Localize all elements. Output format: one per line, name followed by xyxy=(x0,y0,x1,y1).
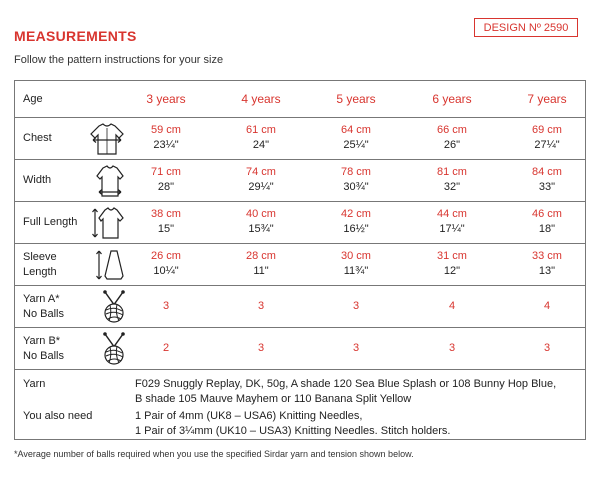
footnote: *Average number of balls required when you use the specified Sirdar yarn and tension shown below. xyxy=(14,449,414,459)
size-header-3: 5 years xyxy=(336,92,376,106)
full-length-size-1: 38 cm 15" xyxy=(151,208,181,235)
table-row-yarn-info xyxy=(15,369,585,440)
yarn-a-size-4: 4 xyxy=(448,300,456,312)
sweater-chest-icon xyxy=(89,122,125,156)
measurements-table xyxy=(14,80,586,440)
table-row-age xyxy=(15,81,585,117)
size-header-2: 4 years xyxy=(241,92,281,106)
table-row-sleeve-length xyxy=(15,243,585,286)
row-label-yarn: Yarn xyxy=(23,378,46,390)
subtitle: Follow the pattern instructions for your size xyxy=(14,54,224,66)
chest-size-1: 59 cm 23¼" xyxy=(151,124,181,151)
sleeve-size-4: 31 cm 12" xyxy=(437,250,467,277)
size-header-5: 7 years xyxy=(527,92,567,106)
width-size-3: 78 cm 30¾" xyxy=(341,166,371,193)
row-label-sleeve-length: Sleeve Length xyxy=(23,251,57,278)
chest-size-3: 64 cm 25¼" xyxy=(341,124,371,151)
row-label-chest: Chest xyxy=(23,132,52,144)
chest-size-5: 69 cm 27¼" xyxy=(532,124,562,151)
row-label-yarn-a: Yarn A* No Balls xyxy=(23,293,64,320)
row-label-width: Width xyxy=(23,174,52,186)
sleeve-size-2: 28 cm 11" xyxy=(246,250,276,277)
table-row-width xyxy=(15,159,585,202)
design-number-badge: DESIGN Nº 2590 xyxy=(474,18,578,37)
width-size-5: 84 cm 33" xyxy=(532,166,562,193)
row-label-age: Age xyxy=(23,93,43,105)
sleeve-size-3: 30 cm 11¾" xyxy=(341,250,371,277)
table-row-chest xyxy=(15,117,585,160)
yarn-b-size-3: 3 xyxy=(352,342,360,354)
full-length-size-4: 44 cm 17¼" xyxy=(437,208,467,235)
width-size-1: 71 cm 28" xyxy=(151,166,181,193)
yarn-a-size-3: 3 xyxy=(352,300,360,312)
row-label-full-length: Full Length xyxy=(23,216,78,228)
table-row-yarn-a xyxy=(15,285,585,328)
chest-size-4: 66 cm 26" xyxy=(437,124,467,151)
sleeve-size-5: 33 cm 13" xyxy=(532,250,562,277)
chest-size-2: 61 cm 24" xyxy=(246,124,276,151)
width-size-2: 74 cm 29¼" xyxy=(246,166,276,193)
page-title: MEASUREMENTS xyxy=(14,28,137,44)
full-length-size-3: 42 cm 16½" xyxy=(341,208,371,235)
yarn-b-size-2: 3 xyxy=(257,342,265,354)
full-length-size-2: 40 cm 15¾" xyxy=(246,208,276,235)
yarn-description: F029 Snuggly Replay, DK, 50g, A shade 120 Sea Blue Splash or 108 Bunny Hop Blue, B shade 105 Mauve Mayhem or 110 Banana Split Yellow xyxy=(135,378,557,405)
yarn-a-size-2: 3 xyxy=(257,300,265,312)
table-row-yarn-b xyxy=(15,327,585,370)
also-need-description: 1 Pair of 4mm (UK8 – USA6) Knitting Needles, 1 Pair of 3¼mm (UK10 – USA3) Knitting Needles. Stitch holders. xyxy=(135,410,451,437)
width-size-4: 81 cm 32" xyxy=(437,166,467,193)
sweater-length-icon xyxy=(91,206,125,240)
sleeve-size-1: 26 cm 10¼" xyxy=(151,250,181,277)
full-length-size-5: 46 cm 18" xyxy=(532,208,562,235)
yarn-b-size-5: 3 xyxy=(543,342,551,354)
row-label-yarn-b: Yarn B* No Balls xyxy=(23,335,64,362)
yarn-a-size-5: 4 xyxy=(543,300,551,312)
yarn-b-size-4: 3 xyxy=(448,342,456,354)
yarn-b-size-1: 2 xyxy=(162,342,170,354)
size-header-4: 6 years xyxy=(432,92,472,106)
yarn-a-size-1: 3 xyxy=(162,300,170,312)
row-label-also-need: You also need xyxy=(23,410,93,422)
table-row-full-length xyxy=(15,201,585,244)
size-header-1: 3 years xyxy=(146,92,186,106)
